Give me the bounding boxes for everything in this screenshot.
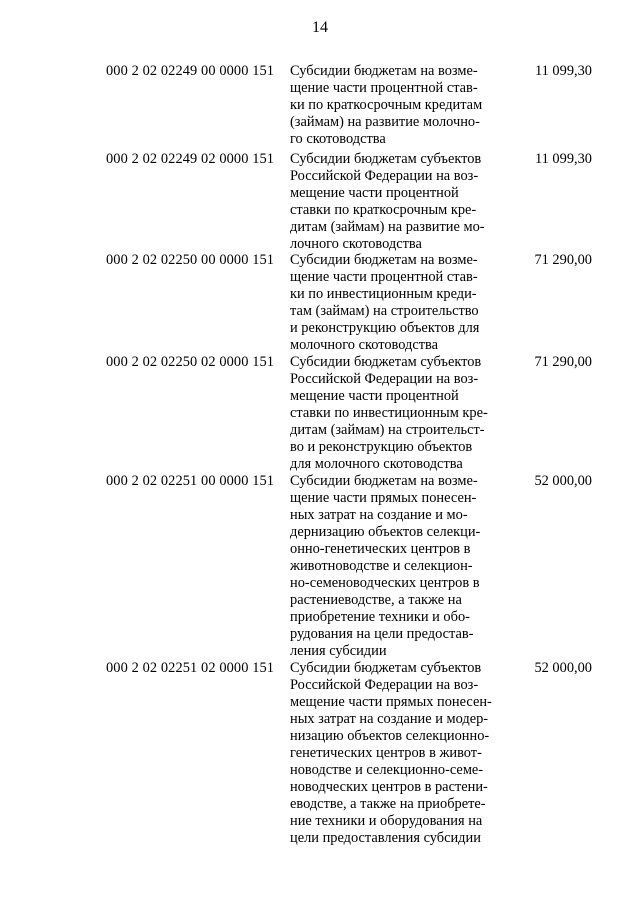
row-amount: 52 000,00: [534, 473, 592, 489]
description-line: и реконструкцию объектов для: [290, 320, 480, 336]
budget-code: 000 2 02 02249 00 0000 151: [106, 63, 275, 79]
description-line: Российской Федерации на воз-: [290, 677, 479, 693]
description-line: рудования на цели предостав-: [290, 626, 474, 642]
description-line: животноводстве и селекцион-: [290, 558, 473, 574]
description-line: щение части процентной став-: [290, 269, 478, 285]
row-amount: 52 000,00: [534, 660, 592, 676]
description-line: растениеводстве, а также на: [290, 592, 462, 608]
description-line: генетических центров в живот-: [290, 745, 482, 761]
description-line: Российской Федерации на воз-: [290, 371, 479, 387]
description-line: еводстве, а также на приобрете-: [290, 796, 486, 812]
row-description: [290, 151, 510, 253]
budget-code: 000 2 02 02250 00 0000 151: [106, 252, 275, 268]
row-description: [290, 660, 510, 847]
row-amount: 71 290,00: [534, 252, 592, 268]
description-line: щение части процентной став-: [290, 80, 478, 96]
budget-code: 000 2 02 02249 02 0000 151: [106, 151, 275, 167]
description-line: мещение части процентной: [290, 388, 459, 404]
description-line: Субсидии бюджетам на возме-: [290, 252, 478, 268]
description-line: мещение части процентной: [290, 185, 459, 201]
description-line: ки по краткосрочным кредитам: [290, 97, 483, 113]
row-amount: 71 290,00: [534, 354, 592, 370]
row-description: [290, 354, 510, 473]
description-line: ставки по инвестиционным кре-: [290, 405, 488, 421]
description-line: приобретение техники и обо-: [290, 609, 470, 625]
description-line: низацию объектов селекционно-: [290, 728, 490, 744]
description-line: ных затрат на создание и модер-: [290, 711, 489, 727]
description-line: новодстве и селекционно-семе-: [290, 762, 484, 778]
page-number: 14: [312, 19, 328, 36]
description-line: для молочного скотоводства: [290, 456, 463, 472]
budget-code: 000 2 02 02250 02 0000 151: [106, 354, 275, 370]
description-line: мещение части прямых понесен-: [290, 694, 492, 710]
description-line: ставки по краткосрочным кре-: [290, 202, 477, 218]
description-line: онно-генетических центров в: [290, 541, 471, 557]
description-line: но-семеноводческих центров в: [290, 575, 480, 591]
description-line: новодческих центров в растени-: [290, 779, 488, 795]
description-line: цели предоставления субсидии: [290, 830, 481, 846]
description-line: во и реконструкцию объектов: [290, 439, 473, 455]
row-description: [290, 252, 510, 354]
description-line: лочного скотоводства: [290, 236, 422, 252]
description-line: дитам (займам) на развитие мо-: [290, 219, 485, 235]
description-line: дитам (займам) на строительст-: [290, 422, 485, 438]
row-amount: 11 099,30: [534, 63, 592, 79]
row-amount: 11 099,30: [534, 151, 592, 167]
description-line: дернизацию объектов селекци-: [290, 524, 481, 540]
description-line: ние техники и оборудования на: [290, 813, 483, 829]
description-line: Субсидии бюджетам на возме-: [290, 473, 478, 489]
description-line: Субсидии бюджетам на возме-: [290, 63, 478, 79]
budget-code: 000 2 02 02251 02 0000 151: [106, 660, 275, 676]
description-line: ки по инвестиционным креди-: [290, 286, 477, 302]
description-line: Российской Федерации на воз-: [290, 168, 479, 184]
description-line: там (займам) на строительство: [290, 303, 479, 319]
description-line: Субсидии бюджетам субъектов: [290, 151, 482, 167]
description-line: Субсидии бюджетам субъектов: [290, 354, 482, 370]
row-description: [290, 473, 510, 660]
description-line: ных затрат на создание и мо-: [290, 507, 468, 523]
row-description: [290, 63, 510, 148]
budget-code: 000 2 02 02251 00 0000 151: [106, 473, 275, 489]
description-line: го скотоводства: [290, 131, 386, 147]
description-line: молочного скотоводства: [290, 337, 439, 353]
description-line: (займам) на развитие молочно-: [290, 114, 480, 130]
description-line: щение части прямых понесен-: [290, 490, 477, 506]
description-line: ления субсидии: [290, 643, 387, 659]
description-line: Субсидии бюджетам субъектов: [290, 660, 482, 676]
